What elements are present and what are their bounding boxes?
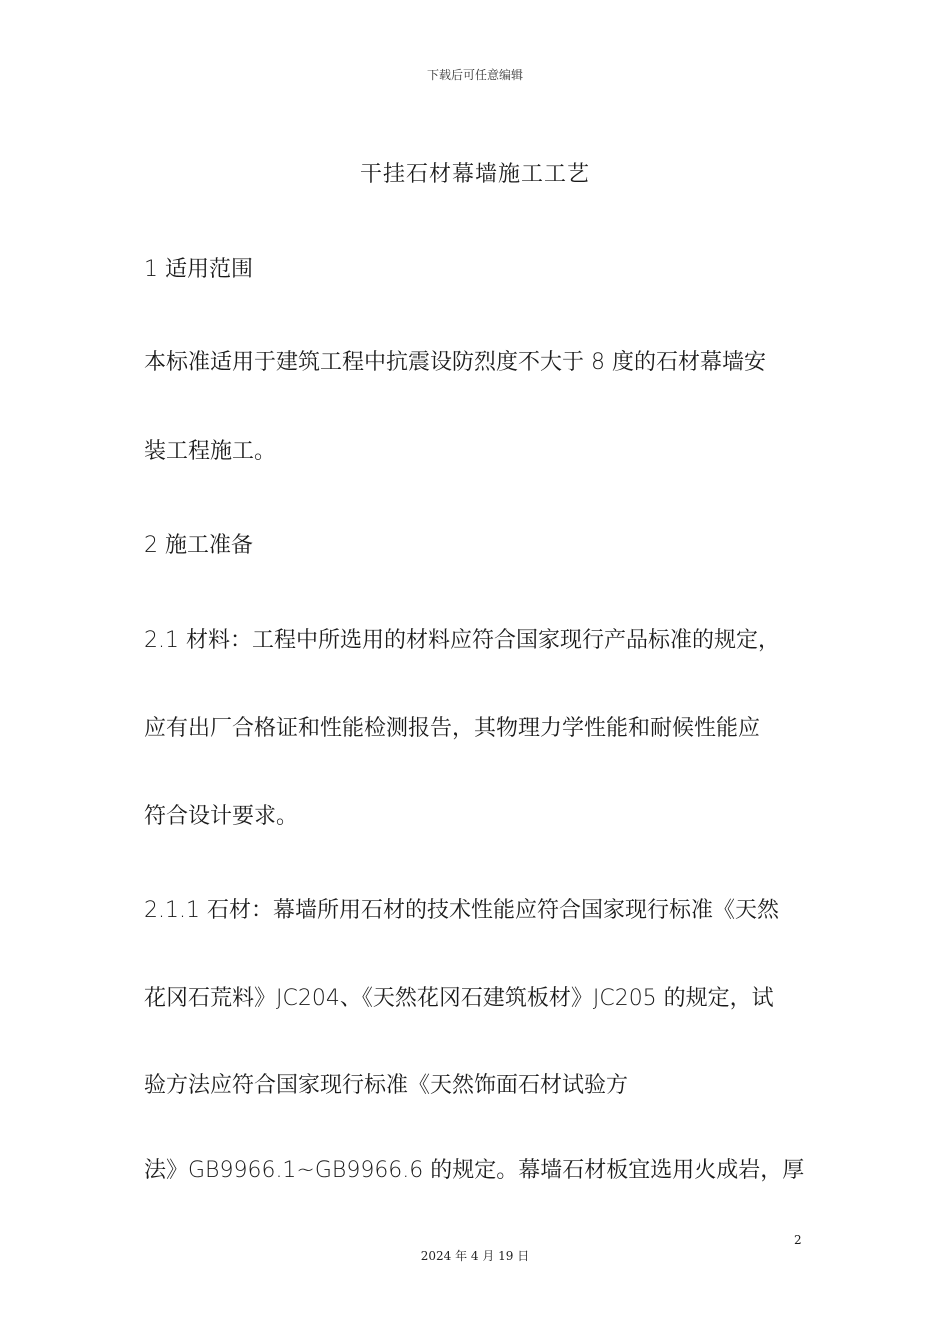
paragraph-line: 法》GB9966.1~GB9966.6 的规定。幕墙石材板宜选用火成岩，厚 (144, 1158, 805, 1183)
paragraph-line: 装工程施工。 (144, 439, 277, 464)
paragraph-line: 2.1 材料：工程中所选用的材料应符合国家现行产品标准的规定， (144, 628, 780, 653)
paragraph-line: 2.1.1 石材：幕墙所用石材的技术性能应符合国家现行标准《天然 (144, 898, 779, 923)
document-title: 干挂石材幕墙施工工艺 (359, 162, 590, 187)
paragraph-line: 验方法应符合国家现行标准《天然饰面石材试验方 (144, 1073, 629, 1098)
paragraph-line: 花冈石荒料》JC204、《天然花冈石建筑板材》JC205 的规定，试 (144, 986, 774, 1011)
paragraph-line: 符合设计要求。 (144, 804, 299, 829)
paragraph-line: 本标准适用于建筑工程中抗震设防烈度不大于 8 度的石材幕墙安 (144, 350, 766, 375)
header-note: 下载后可任意编辑 (426, 68, 523, 82)
paragraph-line: 应有出厂合格证和性能检测报告，其物理力学性能和耐候性能应 (144, 716, 761, 741)
section-heading: 2 施工准备 (144, 533, 253, 558)
section-heading: 1 适用范围 (144, 257, 253, 282)
page-number: 2 (794, 1233, 802, 1247)
footer-date: 2024 年 4 月 19 日 (420, 1249, 530, 1263)
